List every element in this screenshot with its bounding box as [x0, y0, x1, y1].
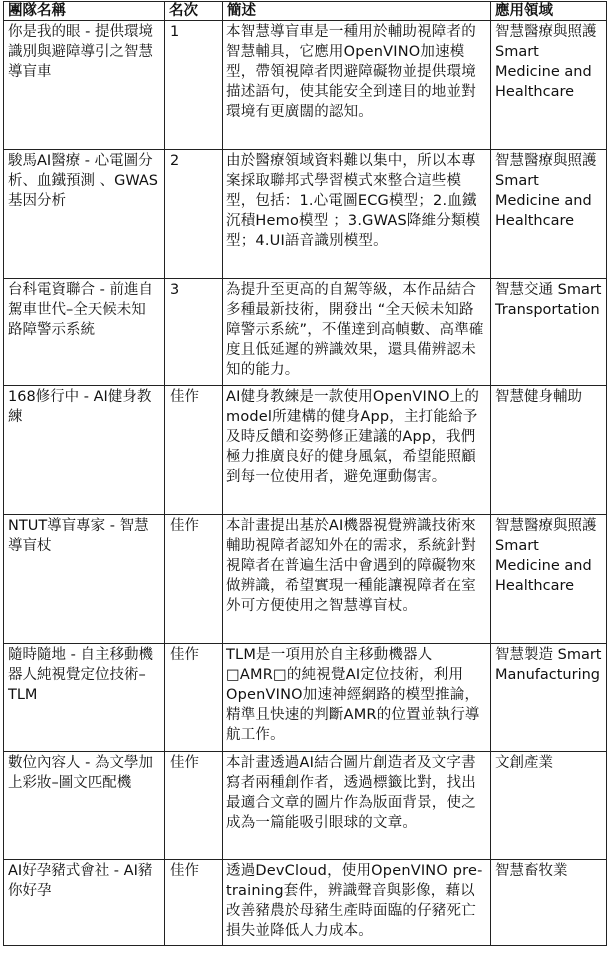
- results-table: [3, 1, 607, 946]
- header-team: 團隊名稱: [4, 2, 165, 21]
- description: 由於醫療領域資料難以集中，所以本專案採取聯邦式學習模式來整合這些模型，包括：1.心電圖ECG模型；2.血鐵沉積Hemo模型 ；3.GWAS降維分類模型；4.UI語音識別模型。: [223, 150, 491, 279]
- application-field: 智慧製造 Smart Manufacturing: [491, 644, 607, 752]
- header-field: 應用領域: [491, 2, 607, 21]
- rank: 3: [165, 279, 223, 386]
- application-field: 智慧醫療與照護 Smart Medicine and Healthcare: [491, 150, 607, 279]
- table-row: [4, 21, 607, 150]
- application-field: 文創產業: [491, 752, 607, 860]
- team-name: 168修行中 - AI健身教練: [4, 386, 165, 515]
- table-row: [4, 279, 607, 386]
- header-row: [4, 2, 607, 21]
- header-rank: 名次: [165, 2, 223, 21]
- application-field: 智慧健身輔助: [491, 386, 607, 515]
- rank: 2: [165, 150, 223, 279]
- description: 本智慧導盲車是一種用於輔助視障者的智慧輔具，它應用OpenVINO加速模型，帶領視障者閃避障礙物並提供環境描述語句，使其能安全到達目的地並對環境有更廣闊的認知。: [223, 21, 491, 150]
- team-name: 你是我的眼 - 提供環境識別與避障導引之智慧導盲車: [4, 21, 165, 150]
- rank: 佳作: [165, 515, 223, 644]
- rank: 佳作: [165, 752, 223, 860]
- team-name: 台科電資聯合 - 前進自駕車世代–全天候未知路障警示系統: [4, 279, 165, 386]
- application-field: 智慧畜牧業: [491, 860, 607, 946]
- table-row: [4, 150, 607, 279]
- description: TLM是一項用於自主移動機器人□AMR□的純視覺AI定位技術，利用OpenVINO加速神經網路的模型推論，精準且快速的判斷AMR的位置並執行導航工作。: [223, 644, 491, 752]
- description: AI健身教練是一款使用OpenVINO上的model所建構的健身App，主打能給予及時反饋和姿勢修正建議的App，我們極力推廣良好的健身風氣，希望能照顧到每一位使用者，避免運動傷害。: [223, 386, 491, 515]
- rank: 佳作: [165, 386, 223, 515]
- table-row: [4, 752, 607, 860]
- application-field: 智慧醫療與照護 Smart Medicine and Healthcare: [491, 515, 607, 644]
- team-name: 隨時隨地 - 自主移動機器人純視覺定位技術–TLM: [4, 644, 165, 752]
- description: 透過DevCloud，使用OpenVINO pre-training套件，辨識聲音與影像，藉以改善豬農於母豬生產時面臨的仔豬死亡損失並降低人力成本。: [223, 860, 491, 946]
- description: 本計畫透過AI結合圖片創造者及文字書寫者兩種創作者，透過標籤比對，找出最適合文章的圖片作為版面背景，使之成為一篇能吸引眼球的文章。: [223, 752, 491, 860]
- header-description: 簡述: [223, 2, 491, 21]
- team-name: AI好孕豬式會社 - AI豬你好孕: [4, 860, 165, 946]
- table-row: [4, 386, 607, 515]
- team-name: 數位內容人 - 為文學加上彩妝–圖文匹配機: [4, 752, 165, 860]
- rank: 1: [165, 21, 223, 150]
- description: 本計畫提出基於AI機器視覺辨識技術來輔助視障者認知外在的需求，系統針對視障者在普遍生活中會遇到的障礙物來做辨識，希望實現一種能讓視障者在室外可方便使用之智慧導盲杖。: [223, 515, 491, 644]
- table-row: [4, 644, 607, 752]
- table-row: [4, 860, 607, 946]
- application-field: 智慧醫療與照護 Smart Medicine and Healthcare: [491, 21, 607, 150]
- rank: 佳作: [165, 644, 223, 752]
- table-row: [4, 515, 607, 644]
- application-field: 智慧交通 Smart Transportation: [491, 279, 607, 386]
- team-name: 駿馬AI醫療 - 心電圖分析、血鐵預測 、GWAS基因分析: [4, 150, 165, 279]
- rank: 佳作: [165, 860, 223, 946]
- team-name: NTUT導盲專家 - 智慧導盲杖: [4, 515, 165, 644]
- description: 為提升至更高的自駕等級，本作品結合多種最新技術，開發出 “全天候未知路障警示系統”，不僅達到高幀數、高準確度且低延遲的辨識效果，還具備辨認未知的能力。: [223, 279, 491, 386]
